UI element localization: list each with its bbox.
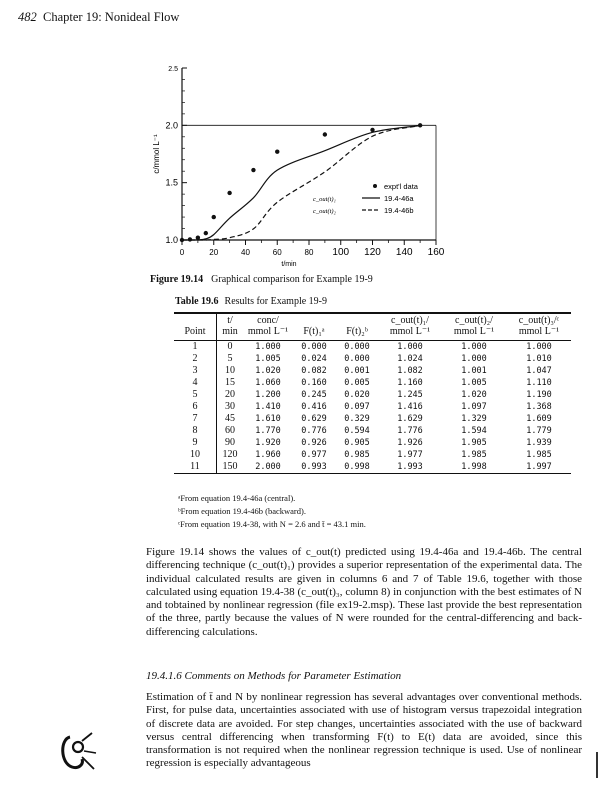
table-cell: 20 [225,389,235,400]
table-cell: 0.998 [335,461,379,474]
legend-key-dashed: c_out(t)₂ [313,208,336,215]
data-point [212,215,216,219]
table-header-cell [507,313,571,341]
table-cell: 10 [174,449,217,461]
results-table [174,312,571,474]
table-cell: 5 [174,389,217,401]
table-cell: 9 [174,437,217,449]
table-header-cell [174,313,217,341]
table-row [174,413,571,425]
table-cell: 8 [174,425,217,437]
table-header-line1: c_out(t)₁/ [391,315,429,326]
table-cell: 1.960 [255,449,281,460]
table-cell: 45 [225,413,235,424]
table-cell: 1 [174,341,217,354]
table-cell: 1.939 [526,437,552,448]
table-row [174,401,571,413]
table-cell: 7 [174,413,217,425]
table-cell: 1.416 [397,401,423,412]
table-title: Results for Example 19-9 [224,296,328,307]
data-point [251,168,255,172]
table-cell: 1.329 [461,413,487,424]
y-tick-label: 2.0 [165,120,178,131]
table-cell: 1.000 [397,341,423,352]
table-cell: 11 [174,461,217,474]
table-cell: 0.629 [301,413,327,424]
table-cell: 1.110 [526,377,552,388]
figure-caption [150,274,373,285]
table-header-line2: mmol L⁻¹ [518,325,560,337]
table-cell: 1.998 [441,461,507,474]
table-cell: 1.020 [461,389,487,400]
table-header-cell [293,313,335,341]
legend-marker-points [373,184,377,188]
table-cell: 1.082 [397,365,423,376]
table-cell: 1.985 [526,449,552,460]
x-tick-label: 60 [272,248,282,257]
x-axis-label: t/min [281,261,297,268]
table-cell: 2 [174,353,217,365]
table-header-line1 [337,316,377,327]
table-cell: 1.000 [255,341,281,352]
table-cell: 0.000 [344,353,370,364]
table-header-cell [217,313,244,341]
table-cell: 1.020 [255,365,281,376]
table-cell: 1.920 [255,437,281,448]
table-cell: 1.000 [461,353,487,364]
table-cell: 1.245 [397,389,423,400]
table-header-row [174,313,571,341]
table-cell: 0.001 [344,365,370,376]
table-cell: 0.097 [344,401,370,412]
chapter-title: Nonideal Flow [104,10,180,24]
table-cell: 1.985 [461,449,487,460]
table-header-line1: c_out(t)₃/ᶜ [518,315,560,326]
table-footnote-b: ᵇFrom equation 19.4-46b (backward). [178,506,306,516]
table-cell: 5 [227,353,233,364]
figure-label: Figure 19.14 [150,274,204,285]
table-header-line2: Point [184,325,206,337]
table-cell: 0.416 [301,401,327,412]
section-subheading: 19.4.1.6 Comments on Methods for Parameter Estimation [146,670,402,682]
table-header-line2: F(t)₁ᵃ [303,325,325,337]
table-header-line1: c_out(t)₂/ [455,315,493,326]
table-cell: 1.000 [526,341,552,352]
table-cell: 0.000 [344,341,370,352]
figure-caption-text: Graphical comparison for Example 19-9 [211,274,373,285]
table-cell: 15 [225,377,235,388]
page-number: 482 [18,10,37,24]
table-body [174,341,571,474]
table-cell: 90 [225,437,235,448]
x-tick-label: 140 [395,247,413,258]
chart-legend [313,182,419,215]
table-cell: 4 [174,377,217,389]
table-cell: 1.200 [255,389,281,400]
table-header-line1: t/ [227,315,233,326]
table-cell: 1.993 [379,461,441,474]
legend-label-dashed: 19.4-46b [384,206,414,215]
table-cell: 6 [174,401,217,413]
table-row [174,461,571,474]
table-cell: 3 [174,365,217,377]
chapter-label: Chapter 19: [43,10,102,24]
table-cell: 0.985 [344,449,370,460]
running-header [18,10,179,25]
table-cell: 1.776 [397,425,423,436]
table-header-line1 [176,316,214,327]
legend-key-solid: c_out(t)₁ [313,196,336,203]
table-cell: 1.629 [397,413,423,424]
table-header-line2: mmol L⁻¹ [247,325,289,337]
table-cell: 1.190 [526,389,552,400]
table-header-line2: F(t)₂ᵇ [346,325,368,337]
table-cell: 1.977 [397,449,423,460]
table-cell: 1.997 [507,461,571,474]
table-cell: 0.000 [301,341,327,352]
table-row [174,377,571,389]
table-cell: 1.905 [461,437,487,448]
table-cell: 1.005 [461,377,487,388]
x-tick-label: 40 [241,248,250,257]
table-cell: 1.097 [461,401,487,412]
table-header-line1 [295,316,333,327]
table-cell: 1.594 [461,425,487,436]
table-cell: 1.047 [526,365,552,376]
x-tick-label: 20 [209,248,219,257]
x-tick-label: 120 [364,247,381,258]
table-header-cell [243,313,293,341]
table-cell: 30 [225,401,235,412]
table-row [174,353,571,365]
table-cell: 0.020 [344,389,370,400]
table-cell: 0.160 [301,377,327,388]
table-header-line2: min [222,325,238,337]
table-row [174,389,571,401]
table-header-line2: mmol L⁻¹ [453,325,495,337]
table-cell: 0.776 [301,425,327,436]
table-row [174,365,571,377]
x-tick-label: 160 [427,247,445,258]
x-tick-label: 100 [332,247,350,258]
legend-label-solid: 19.4-46a [384,194,414,203]
computer-file-margin-icon [58,731,98,775]
table-cell: 150 [217,461,244,474]
table-cell: 0.977 [301,449,327,460]
table-cell: 0.329 [344,413,370,424]
y-tick-label: 2.5 [168,66,178,73]
y-axis-label: c/mmol L⁻¹ [152,134,161,174]
table-cell: 1.000 [461,341,487,352]
body-paragraph-1: Figure 19.14 shows the values of c_out(t) predicted using 19.4-46a and 19.4-46b. The central differencing technique (c_out(t)₁) provides a superior representation of the experimental data. The individual calculated results are given in columns 6 and 7 of Table 19.6, together with those calculated using equation 19.4-38 (c_out(t)₃, column 8) in conjunction with the best estimates of N and tobtained by nonlinear regression (file ex19-2.msp). These last provide the best representation of the three, partly because the values of N were rounded for the central-differencing and back-differencing calculations. [146,546,582,638]
table-cell: 0.905 [344,437,370,448]
table-cell: 60 [225,425,235,436]
table-cell: 1.024 [397,353,423,364]
table-header-line2: mmol L⁻¹ [389,325,431,337]
table-row [174,341,571,354]
x-tick-label: 0 [179,248,185,257]
table-cell: 1.368 [526,401,552,412]
table-row [174,425,571,437]
table-cell: 0.594 [344,425,370,436]
table-cell: 1.010 [526,353,552,364]
body-paragraph-2: Estimation of t̄ and N by nonlinear regression has several advantages over conventional methods. First, for pulse data, uncertainties associated with use of histogram versus trapezoidal integration of discrete data are avoided. For step changes, uncertainties associated with the use of backward versus central differencing when transforming F(t) to E(t) data are avoided, since this transformation is not required when the nonlinear regression technique is used. Use of nonlinear regression is especially advantageous [146,691,582,770]
table-cell: 0.082 [301,365,327,376]
table-cell: 1.410 [255,401,281,412]
table-cell: 1.001 [461,365,487,376]
figure-19-14-chart [150,60,450,272]
data-point [204,231,208,235]
table-cell: 2.000 [243,461,293,474]
data-point [323,132,327,136]
table-cell: 0.024 [301,353,327,364]
table-row [174,449,571,461]
table-label: Table 19.6 [175,296,219,307]
margin-scan-mark [592,750,602,780]
y-tick-label: 1.5 [165,177,178,188]
legend-label-points: expt'l data [384,182,418,191]
table-cell: 10 [225,365,235,376]
table-header-line1: conc/ [257,315,279,326]
table-footnote-a: ᵃFrom equation 19.4-46a (central). [178,493,296,503]
table-cell: 0 [227,341,233,352]
table-cell: 0.993 [293,461,335,474]
table-caption [175,296,327,307]
table-footnote-c: ᶜFrom equation 19.4-38, with N = 2.6 and t̄ = 43.1 min. [178,519,366,529]
table-header-cell [335,313,379,341]
x-tick-label: 80 [304,248,314,257]
table-cell: 1.610 [255,413,281,424]
table-cell: 1.770 [255,425,281,436]
table-cell: 0.005 [344,377,370,388]
table-cell: 0.926 [301,437,327,448]
table-cell: 120 [222,449,238,460]
table-cell: 1.005 [255,353,281,364]
table-cell: 1.609 [526,413,552,424]
table-cell: 1.926 [397,437,423,448]
table-cell: 1.779 [526,425,552,436]
table-cell: 0.245 [301,389,327,400]
y-tick-label: 1.0 [165,235,178,245]
table-cell: 1.060 [255,377,281,388]
data-point [227,191,231,195]
data-point [275,150,279,154]
table-header-cell [379,313,441,341]
table-header-cell [441,313,507,341]
table-row [174,437,571,449]
table-cell: 1.160 [397,377,423,388]
